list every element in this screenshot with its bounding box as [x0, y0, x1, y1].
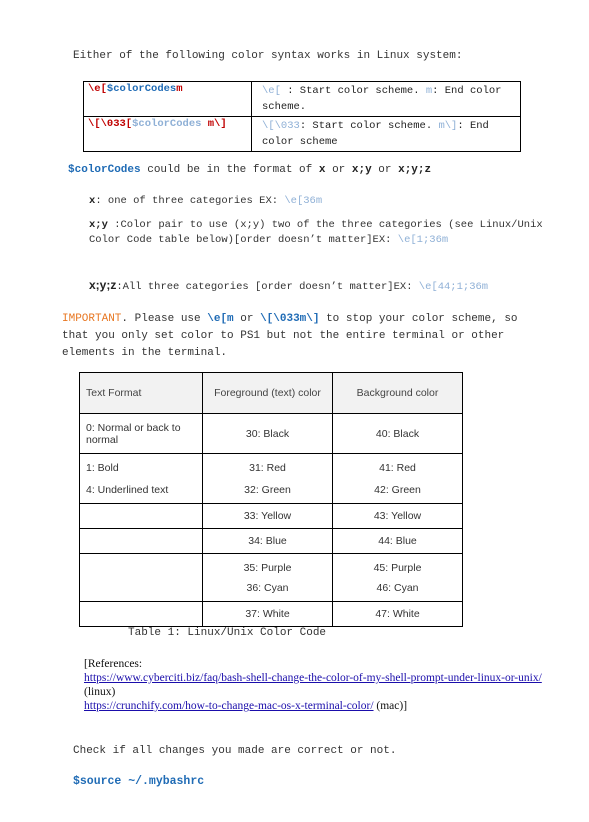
bullet-xyz-example: \e[44;1;36m — [418, 281, 489, 293]
color-table-cell-text: 33: Yellow — [243, 510, 292, 522]
syntax-description-part: m — [425, 85, 433, 97]
bullet-x — [89, 195, 322, 207]
color-table-cell — [80, 414, 203, 454]
syntax-row — [84, 117, 521, 152]
syntax-part: \[\033[ — [88, 118, 133, 130]
color-table-cell — [333, 602, 463, 627]
syntax-description-part: : End color scheme. — [262, 85, 502, 113]
syntax-description-part: : Start color scheme. — [280, 85, 426, 97]
codes-text-3: or — [371, 164, 399, 176]
codes-text-1: could be in the format of — [140, 164, 319, 176]
color-table-row — [80, 529, 463, 554]
color-table-cell-text: 45: Purple — [373, 561, 422, 574]
reset-code-1: \e[m — [207, 313, 234, 325]
color-table-cell-text: 46: Cyan — [376, 581, 419, 594]
color-table-cell-text: 41: Red — [379, 461, 416, 474]
bullet-xyz-text: :All three categories [order doesn’t matter]EX: — [116, 281, 419, 293]
color-table-cell — [333, 504, 463, 529]
bullet-x-example: \e[36m — [284, 195, 323, 207]
color-table-cell — [333, 554, 463, 602]
codes-text-2: or — [325, 164, 352, 176]
reset-code-2: \[\033m\] — [260, 313, 320, 325]
color-table-cell-text: 42: Green — [374, 483, 421, 496]
references — [84, 657, 554, 713]
color-table-row — [80, 602, 463, 627]
syntax-description-part: : Start color scheme. — [299, 120, 439, 132]
color-table-cell-text: 44: Blue — [378, 535, 417, 547]
syntax-description-cell — [252, 117, 521, 152]
syntax-cell — [84, 82, 252, 117]
bullet-x-text: : one of three categories EX: — [95, 195, 285, 207]
color-table-cell — [80, 602, 203, 627]
syntax-part: $colorCodes — [132, 118, 202, 130]
important-text-3: to stop your color scheme, so that you only set color to PS1 but not the entire terminal or other elements in the terminal. — [62, 313, 518, 359]
format-xy: x;y — [351, 164, 372, 176]
reference-link-linux[interactable]: https://www.cyberciti.biz/faq/bash-shell-change-the-color-of-my-shell-prompt-under-linux-or-unix/ — [84, 672, 542, 684]
color-table-cell-text: 47: White — [375, 608, 420, 620]
reference-suffix-linux: (linux) — [84, 686, 116, 698]
color-table-cell — [333, 529, 463, 554]
color-table-header-row — [80, 373, 463, 414]
important-text-1: . Please use — [121, 313, 208, 325]
color-table-row — [80, 554, 463, 602]
format-xyz: x;y;z — [398, 164, 432, 176]
syntax-table — [83, 81, 521, 152]
color-table-header-cell: Text Format — [80, 373, 203, 414]
syntax-description-part: \e[ — [262, 85, 281, 97]
color-code-table — [79, 372, 463, 627]
syntax-part: $colorCodes — [106, 83, 177, 95]
bullet-xy — [89, 218, 559, 248]
color-table-cell-text: 32: Green — [244, 483, 291, 496]
color-table-cell-text: 43: Yellow — [373, 510, 422, 522]
bullet-xy-key: x;y — [89, 219, 108, 231]
bullet-xy-text: :Color pair to use (x;y) two of the three categories (see Linux/Unix Color Code table below)[order doesn’t matter]EX: — [89, 219, 543, 246]
color-table-row — [80, 504, 463, 529]
important-note — [62, 311, 542, 362]
bullet-xyz-key: x;y;z — [89, 278, 117, 292]
format-x: x — [318, 164, 326, 176]
source-command: $source ~/.mybashrc — [73, 775, 205, 788]
color-table-cell-text: 31: Red — [249, 461, 286, 474]
important-text-2: or — [233, 313, 261, 325]
check-instruction: Check if all changes you made are correct or not. — [73, 745, 397, 757]
color-table-cell — [203, 602, 333, 627]
color-table-cell-text: 36: Cyan — [246, 581, 289, 594]
color-table-cell — [203, 529, 333, 554]
color-table-cell — [80, 504, 203, 529]
color-table-cell — [333, 414, 463, 454]
intro-text: Either of the following color syntax works in Linux system: — [73, 50, 463, 62]
color-table-cell — [80, 454, 203, 504]
color-table-cell-text: 1: Bold — [86, 461, 119, 474]
color-table-cell — [80, 529, 203, 554]
bullet-xy-example: \e[1;36m — [397, 234, 449, 246]
color-table-cell-text: 30: Black — [245, 427, 290, 440]
color-table-cell-text: 34: Blue — [248, 535, 287, 547]
color-table-header-cell: Background color — [333, 373, 463, 414]
important-label: IMPORTANT — [62, 313, 122, 325]
syntax-description-cell — [252, 82, 521, 117]
color-table-row — [80, 454, 463, 504]
color-codes-var: $colorCodes — [68, 164, 141, 176]
color-table-cell-text: 35: Purple — [243, 561, 292, 574]
table-caption: Table 1: Linux/Unix Color Code — [128, 627, 327, 639]
syntax-part: \e[ — [88, 83, 107, 95]
reference-link-mac[interactable]: https://crunchify.com/how-to-change-mac-os-x-terminal-color/ — [84, 700, 374, 712]
color-table-cell — [203, 504, 333, 529]
syntax-row — [84, 82, 521, 117]
color-table-header-cell: Foreground (text) color — [203, 373, 333, 414]
syntax-part: m\] — [201, 118, 227, 130]
bullet-xyz — [89, 278, 488, 293]
syntax-table-body — [84, 82, 521, 152]
color-codes-format-line — [68, 164, 431, 176]
color-table-cell — [80, 554, 203, 602]
color-table-row — [80, 414, 463, 454]
color-code-table-body — [80, 373, 463, 627]
syntax-description-part: : End color scheme — [262, 120, 489, 148]
syntax-description-part: m\] — [438, 120, 458, 132]
color-table-cell — [203, 554, 333, 602]
syntax-cell — [84, 117, 252, 152]
color-table-cell-text: 37: White — [245, 608, 290, 620]
color-table-cell — [333, 454, 463, 504]
references-label: [References: — [84, 658, 143, 670]
color-table-cell-text: 4: Underlined text — [86, 483, 169, 496]
syntax-part: m — [176, 83, 183, 95]
color-table-cell-text: 0: Normal or back to normal — [86, 421, 181, 446]
color-table-cell-text: 40: Black — [375, 427, 420, 440]
syntax-description-part: \[\033 — [262, 120, 300, 132]
color-table-cell — [203, 454, 333, 504]
bullet-x-key: x — [89, 195, 96, 207]
color-table-cell — [203, 414, 333, 454]
reference-suffix-mac: (mac)] — [373, 700, 408, 712]
